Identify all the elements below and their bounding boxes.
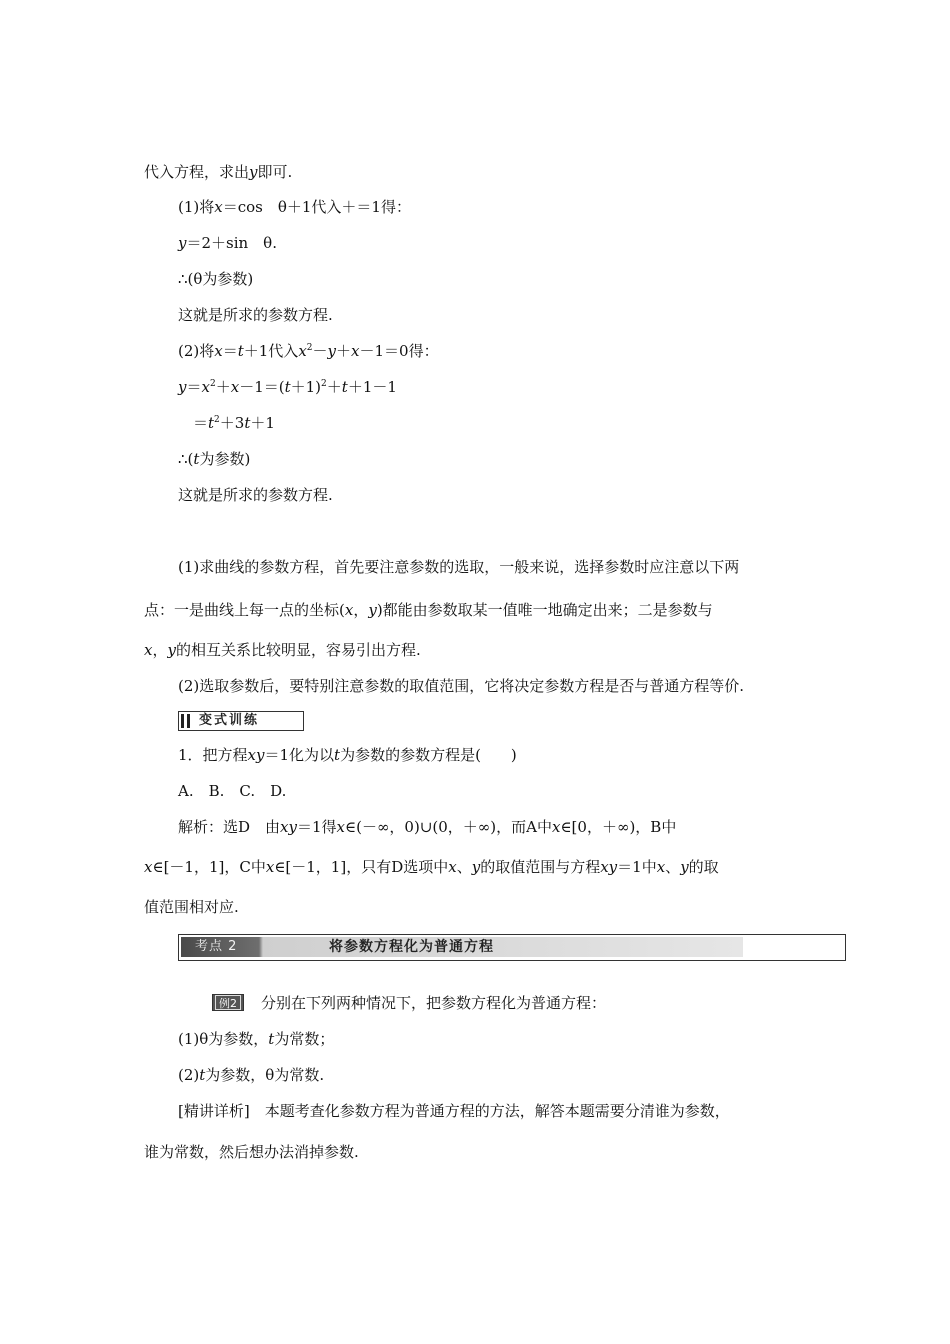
solution-line-10: 这就是所求的参数方程. xyxy=(178,486,333,504)
example-analysis-line-2: 谁为常数，然后想办法消掉参数. xyxy=(144,1143,359,1161)
solution-line-1: 代入方程，求出y即可. xyxy=(144,163,293,181)
example-case-1: (1)θ为参数，t为常数； xyxy=(178,1030,335,1048)
training-banner xyxy=(178,711,304,731)
solution-line-2: (1)将x＝cos θ＋1代入＋＝1得： xyxy=(178,198,411,216)
solution-line-7: $y=x^2+x-1=(t+1)^2+t+1-1$ xyxy=(178,378,397,396)
example-analysis-line-1: [精讲详析] 本题考查化参数方程为普通方程的方法，解答本题需要分清谁为参数， xyxy=(178,1102,730,1120)
training-answer-line-3: 值范围相对应. xyxy=(144,898,239,916)
training-banner-label: 变式训练 xyxy=(199,713,260,728)
solution-line-6: (2)将x＝t＋1代入$x^2-y+x-1=0$得： xyxy=(178,342,439,360)
note-line-4: (2)选取参数后，要特别注意参数的取值范围，它将决定参数方程是否与普通方程等价. xyxy=(178,677,745,695)
solution-line-5: 这就是所求的参数方程. xyxy=(178,306,333,324)
solution-line-3: y＝2＋sin θ. xyxy=(178,234,277,252)
solution-line-8: $=t^2+3t+1$ xyxy=(193,414,275,432)
example-tag-label: 例2 xyxy=(215,995,241,1010)
example-tag xyxy=(212,994,244,1011)
training-options: A. B. C. D. xyxy=(178,782,287,800)
training-question: 1．把方程xy＝1化为以t为参数的参数方程是( ) xyxy=(178,746,517,764)
bars-icon xyxy=(181,714,190,728)
example-stem: 分别在下列两种情况下，把参数方程化为普通方程： xyxy=(261,994,607,1012)
solution-line-9: ∴(t为参数) xyxy=(178,450,251,468)
training-answer-line-1: 解析：选D 由xy＝1得x∈(－∞，0)∪(0，＋∞)，而A中x∈[0，＋∞)，B中 xyxy=(178,818,677,836)
note-line-3: x，y的相互关系比较明显，容易引出方程. xyxy=(144,641,421,659)
section-tag: 考点 2 xyxy=(195,939,238,954)
example-case-2: (2)t为参数，θ为常数. xyxy=(178,1066,325,1084)
solution-line-4: ∴(θ为参数) xyxy=(178,270,254,288)
note-line-2: 点：一是曲线上每一点的坐标(x，y)都能由参数取某一值唯一地确定出来；二是参数与 xyxy=(144,601,713,619)
section-banner xyxy=(178,934,846,961)
training-answer-line-2: x∈[－1，1]，C中x∈[－1，1]，只有D选项中x、y的取值范围与方程xy＝1中x、y的取 xyxy=(144,858,719,876)
note-line-1: (1)求曲线的参数方程，首先要注意参数的选取，一般来说，选择参数时应注意以下两 xyxy=(178,558,740,576)
section-title: 将参数方程化为普通方程 xyxy=(329,939,494,955)
